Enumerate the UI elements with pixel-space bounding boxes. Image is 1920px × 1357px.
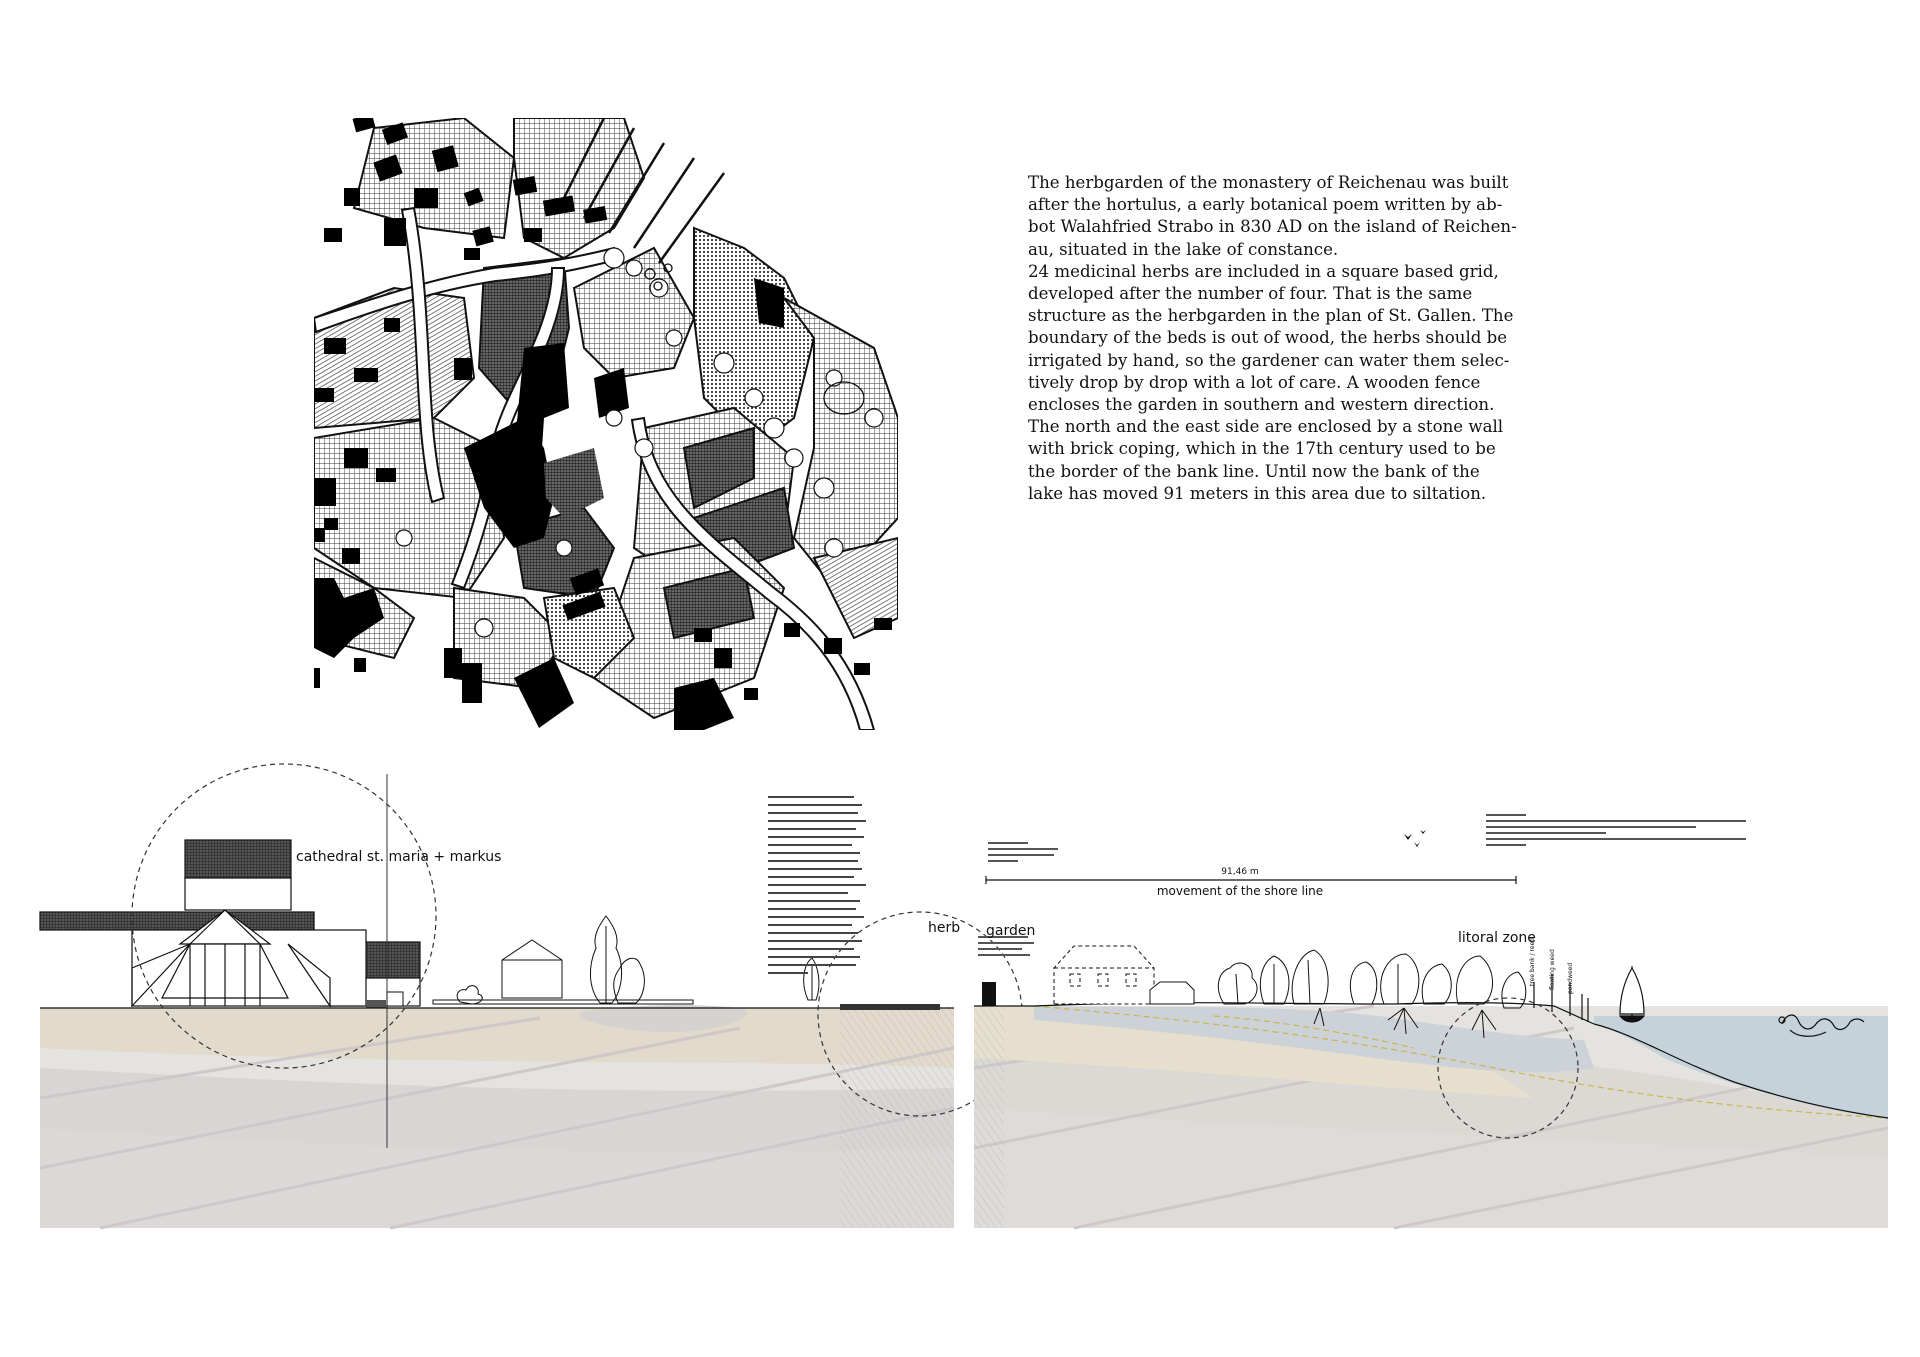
section-left bbox=[40, 768, 961, 1228]
movement-label: movement of the shore line bbox=[1156, 884, 1324, 898]
description-line: 24 medicinal herbs are included in a square based grid, bbox=[1028, 261, 1499, 281]
birds-icon bbox=[1404, 830, 1426, 847]
plant-label: tree bank / reed bbox=[1529, 937, 1536, 986]
plant-label: pondweed bbox=[1567, 962, 1574, 994]
garden-label: garden bbox=[986, 923, 1036, 939]
building-icon bbox=[1054, 946, 1154, 1004]
description-line: The north and the east side are enclosed by a stone wall bbox=[1028, 417, 1504, 437]
description-line: irrigated by hand, so the gardener can water them selec- bbox=[1028, 350, 1510, 370]
description-line: structure as the herbgarden in the plan of St. Gallen. The bbox=[1028, 306, 1514, 326]
cathedral-label: cathedral st. maria + markus bbox=[296, 849, 502, 865]
description-line: lake has moved 91 meters in this area due to siltation. bbox=[1028, 483, 1487, 503]
boat-icon bbox=[1620, 966, 1644, 1022]
distance-label: 91,46 m bbox=[1221, 867, 1259, 877]
description-line: with brick coping, which in the 17th century used to be bbox=[1028, 439, 1496, 459]
description-line: bot Walahfried Strabo in 830 AD on the island of Reichen- bbox=[1028, 217, 1517, 237]
site-plan bbox=[314, 118, 898, 730]
description-line: boundary of the beds is out of wood, the herbs should be bbox=[1028, 328, 1508, 348]
description-line: the border of the bank line. Until now the bank of the bbox=[1028, 461, 1480, 481]
littoral-zone-label: litoral zone bbox=[1458, 930, 1536, 946]
plant-label: floating weed bbox=[1549, 949, 1556, 990]
description-line: after the hortulus, a early botanical poem written by ab- bbox=[1028, 195, 1503, 215]
description-line: developed after the number of four. That is the same bbox=[1028, 284, 1473, 304]
description-line: The herbgarden of the monastery of Reichenau was built bbox=[1028, 173, 1509, 192]
building-icon bbox=[1150, 982, 1194, 1004]
description-line: encloses the garden in southern and western direction. bbox=[1028, 395, 1495, 415]
description-line: au, situated in the lake of constance. bbox=[1028, 239, 1339, 259]
building-icon bbox=[502, 940, 562, 998]
section-right bbox=[974, 768, 1888, 1228]
description-line: tively drop by drop with a lot of care. A wooden fence bbox=[1028, 372, 1481, 392]
herb-label: herb bbox=[928, 920, 961, 936]
description-text bbox=[1028, 172, 1528, 505]
